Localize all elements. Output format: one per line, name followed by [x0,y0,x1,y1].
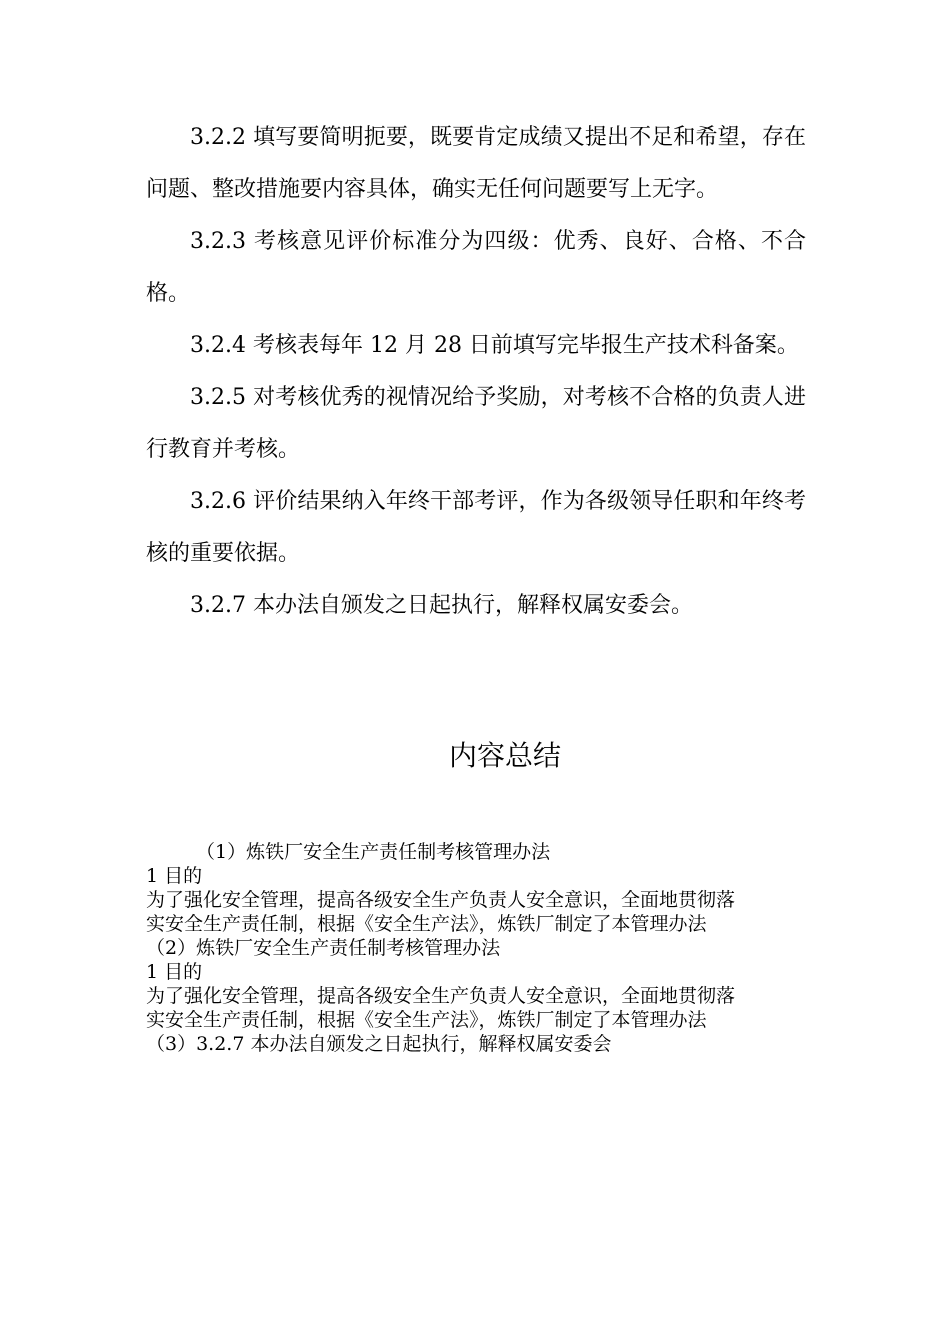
summary-line: 实安全生产责任制，根据《安全生产法》，炼铁厂制定了本管理办法 [146,913,707,935]
paragraph-3-2-3: 3.2.3 考核意见评价标准分为四级：优秀、良好、合格、不合格。 [146,229,806,306]
summary-line: 为了强化安全管理，提高各级安全生产负责人安全意识，全面地贯彻落 [146,985,736,1007]
summary-line: （1）炼铁厂安全生产责任制考核管理办法 [196,841,551,863]
summary-line: （3）3.2.7 本办法自颁发之日起执行，解释权属安委会 [146,1033,612,1055]
paragraph-3-2-4: 3.2.4 考核表每年 12 月 28 日前填写完毕报生产技术科备案。 [190,333,799,358]
summary-block [146,840,806,1056]
paragraph-3-2-6: 3.2.6 评价结果纳入年终干部考评，作为各级领导任职和年终考核的重要依据。 [146,489,806,566]
paragraph-3-2-7: 3.2.7 本办法自颁发之日起执行，解释权属安委会。 [190,593,693,618]
summary-title: 内容总结 [448,739,561,772]
summary-line: 1 目的 [146,961,203,983]
summary-line: （2）炼铁厂安全生产责任制考核管理办法 [146,937,501,959]
paragraph-3-2-5: 3.2.5 对考核优秀的视情况给予奖励，对考核不合格的负责人进行教育并考核。 [146,385,806,462]
summary-line: 为了强化安全管理，提高各级安全生产负责人安全意识，全面地贯彻落 [146,889,736,911]
body-text [146,112,806,632]
summary-line: 实安全生产责任制，根据《安全生产法》，炼铁厂制定了本管理办法 [146,1009,707,1031]
paragraph-3-2-2: 3.2.2 填写要简明扼要，既要肯定成绩又提出不足和希望，存在问题、整改措施要内容具体，确实无任何问题要写上无字。 [146,125,806,202]
summary-line: 1 目的 [146,865,203,887]
